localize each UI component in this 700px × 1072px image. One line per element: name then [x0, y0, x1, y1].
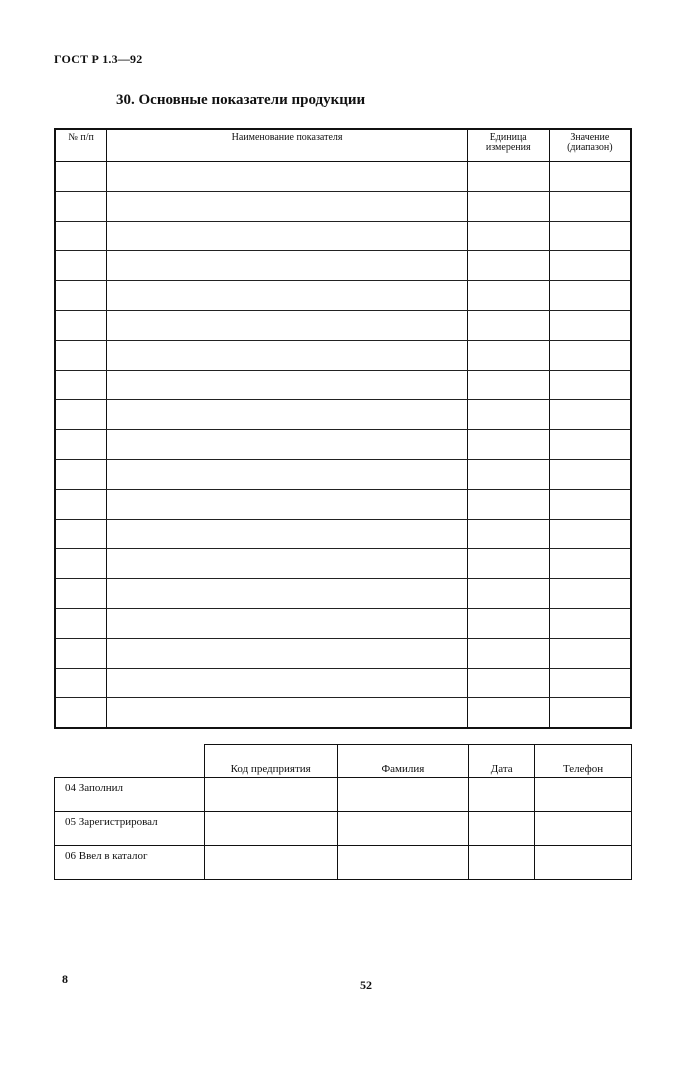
table-row — [55, 162, 631, 192]
date-cell[interactable] — [469, 812, 535, 846]
unit-cell[interactable] — [467, 340, 549, 370]
indicator-name-cell[interactable] — [107, 162, 468, 192]
header-phone: Телефон — [535, 745, 632, 778]
value-cell[interactable] — [549, 579, 631, 609]
value-cell[interactable] — [549, 370, 631, 400]
row-label: 04 Заполнил — [55, 778, 205, 812]
table-row — [55, 846, 632, 880]
indicators-body — [55, 162, 631, 729]
table-row — [55, 370, 631, 400]
unit-cell[interactable] — [467, 281, 549, 311]
indicator-name-cell[interactable] — [107, 251, 468, 281]
registration-header-row — [55, 745, 632, 778]
value-cell[interactable] — [549, 459, 631, 489]
table-row — [55, 281, 631, 311]
indicator-name-cell[interactable] — [107, 191, 468, 221]
table-row — [55, 608, 631, 638]
table-row — [55, 459, 631, 489]
table-row — [55, 549, 631, 579]
value-cell[interactable] — [549, 638, 631, 668]
number-cell[interactable] — [55, 579, 107, 609]
document-code: ГОСТ Р 1.3—92 — [54, 52, 143, 66]
value-cell[interactable] — [549, 162, 631, 192]
value-cell[interactable] — [549, 549, 631, 579]
enterprise-code-cell[interactable] — [204, 778, 337, 812]
unit-cell[interactable] — [467, 221, 549, 251]
number-cell[interactable] — [55, 310, 107, 340]
row-label: 05 Зарегистрировал — [55, 812, 205, 846]
value-cell[interactable] — [549, 191, 631, 221]
table-row — [55, 400, 631, 430]
unit-cell[interactable] — [467, 668, 549, 698]
phone-cell[interactable] — [535, 778, 632, 812]
value-cell[interactable] — [549, 698, 631, 728]
number-cell[interactable] — [55, 638, 107, 668]
number-cell[interactable] — [55, 281, 107, 311]
indicator-name-cell[interactable] — [107, 668, 468, 698]
date-cell[interactable] — [469, 778, 535, 812]
table-row — [55, 778, 632, 812]
unit-cell[interactable] — [467, 579, 549, 609]
unit-cell[interactable] — [467, 459, 549, 489]
number-cell[interactable] — [55, 340, 107, 370]
number-cell[interactable] — [55, 400, 107, 430]
header-unit: Единица измерения — [467, 129, 549, 162]
value-cell[interactable] — [549, 221, 631, 251]
value-cell[interactable] — [549, 281, 631, 311]
indicator-name-cell[interactable] — [107, 340, 468, 370]
table-row — [55, 310, 631, 340]
table-row — [55, 812, 632, 846]
value-cell[interactable] — [549, 340, 631, 370]
indicator-name-cell[interactable] — [107, 221, 468, 251]
unit-cell[interactable] — [467, 698, 549, 728]
unit-cell[interactable] — [467, 251, 549, 281]
unit-cell[interactable] — [467, 489, 549, 519]
surname-cell[interactable] — [337, 812, 469, 846]
value-cell[interactable] — [549, 489, 631, 519]
header-date: Дата — [469, 745, 535, 778]
number-cell[interactable] — [55, 430, 107, 460]
table-row — [55, 698, 631, 728]
value-cell[interactable] — [549, 668, 631, 698]
header-blank — [55, 745, 205, 778]
number-cell[interactable] — [55, 698, 107, 728]
table-row — [55, 251, 631, 281]
number-cell[interactable] — [55, 459, 107, 489]
header-surname: Фамилия — [337, 745, 469, 778]
indicator-name-cell[interactable] — [107, 459, 468, 489]
indicator-name-cell[interactable] — [107, 310, 468, 340]
page-marker: 8 — [62, 972, 68, 986]
surname-cell[interactable] — [337, 846, 469, 880]
unit-cell[interactable] — [467, 638, 549, 668]
unit-cell[interactable] — [467, 519, 549, 549]
unit-cell[interactable] — [467, 191, 549, 221]
number-cell[interactable] — [55, 489, 107, 519]
indicator-name-cell[interactable] — [107, 281, 468, 311]
value-cell[interactable] — [549, 430, 631, 460]
number-cell[interactable] — [55, 519, 107, 549]
number-cell[interactable] — [55, 191, 107, 221]
value-cell[interactable] — [549, 608, 631, 638]
number-cell[interactable] — [55, 221, 107, 251]
unit-cell[interactable] — [467, 400, 549, 430]
header-number: № п/п — [55, 129, 107, 162]
number-cell[interactable] — [55, 162, 107, 192]
indicator-name-cell[interactable] — [107, 638, 468, 668]
table-row — [55, 191, 631, 221]
header-value: Значение (диапазон) — [549, 129, 631, 162]
indicator-name-cell[interactable] — [107, 489, 468, 519]
surname-cell[interactable] — [337, 778, 469, 812]
table-row — [55, 489, 631, 519]
indicator-name-cell[interactable] — [107, 400, 468, 430]
number-cell[interactable] — [55, 549, 107, 579]
value-cell[interactable] — [549, 310, 631, 340]
number-cell[interactable] — [55, 608, 107, 638]
number-cell[interactable] — [55, 668, 107, 698]
table-row — [55, 668, 631, 698]
value-cell[interactable] — [549, 400, 631, 430]
phone-cell[interactable] — [535, 846, 632, 880]
enterprise-code-cell[interactable] — [204, 846, 337, 880]
value-cell[interactable] — [549, 519, 631, 549]
indicator-name-cell[interactable] — [107, 698, 468, 728]
header-enterprise-code: Код предприятия — [204, 745, 337, 778]
section-title: 30. Основные показатели продукции — [116, 92, 366, 108]
row-label: 06 Ввел в каталог — [55, 846, 205, 880]
table-row — [55, 430, 631, 460]
indicator-name-cell[interactable] — [107, 430, 468, 460]
value-cell[interactable] — [549, 251, 631, 281]
date-cell[interactable] — [469, 846, 535, 880]
unit-cell[interactable] — [467, 310, 549, 340]
table-row — [55, 221, 631, 251]
table-row — [55, 340, 631, 370]
unit-cell[interactable] — [467, 430, 549, 460]
indicator-name-cell[interactable] — [107, 370, 468, 400]
registration-table — [54, 744, 632, 880]
table-row — [55, 579, 631, 609]
phone-cell[interactable] — [535, 812, 632, 846]
enterprise-code-cell[interactable] — [204, 812, 337, 846]
number-cell[interactable] — [55, 370, 107, 400]
unit-cell[interactable] — [467, 162, 549, 192]
indicators-header-row — [55, 129, 631, 162]
indicators-table — [54, 128, 632, 729]
header-indicator-name: Наименование показателя — [107, 129, 468, 162]
unit-cell[interactable] — [467, 608, 549, 638]
unit-cell[interactable] — [467, 549, 549, 579]
table-row — [55, 638, 631, 668]
page-number: 52 — [360, 978, 372, 992]
number-cell[interactable] — [55, 251, 107, 281]
indicator-name-cell[interactable] — [107, 608, 468, 638]
indicator-name-cell[interactable] — [107, 519, 468, 549]
indicator-name-cell[interactable] — [107, 549, 468, 579]
indicator-name-cell[interactable] — [107, 579, 468, 609]
unit-cell[interactable] — [467, 370, 549, 400]
table-row — [55, 519, 631, 549]
